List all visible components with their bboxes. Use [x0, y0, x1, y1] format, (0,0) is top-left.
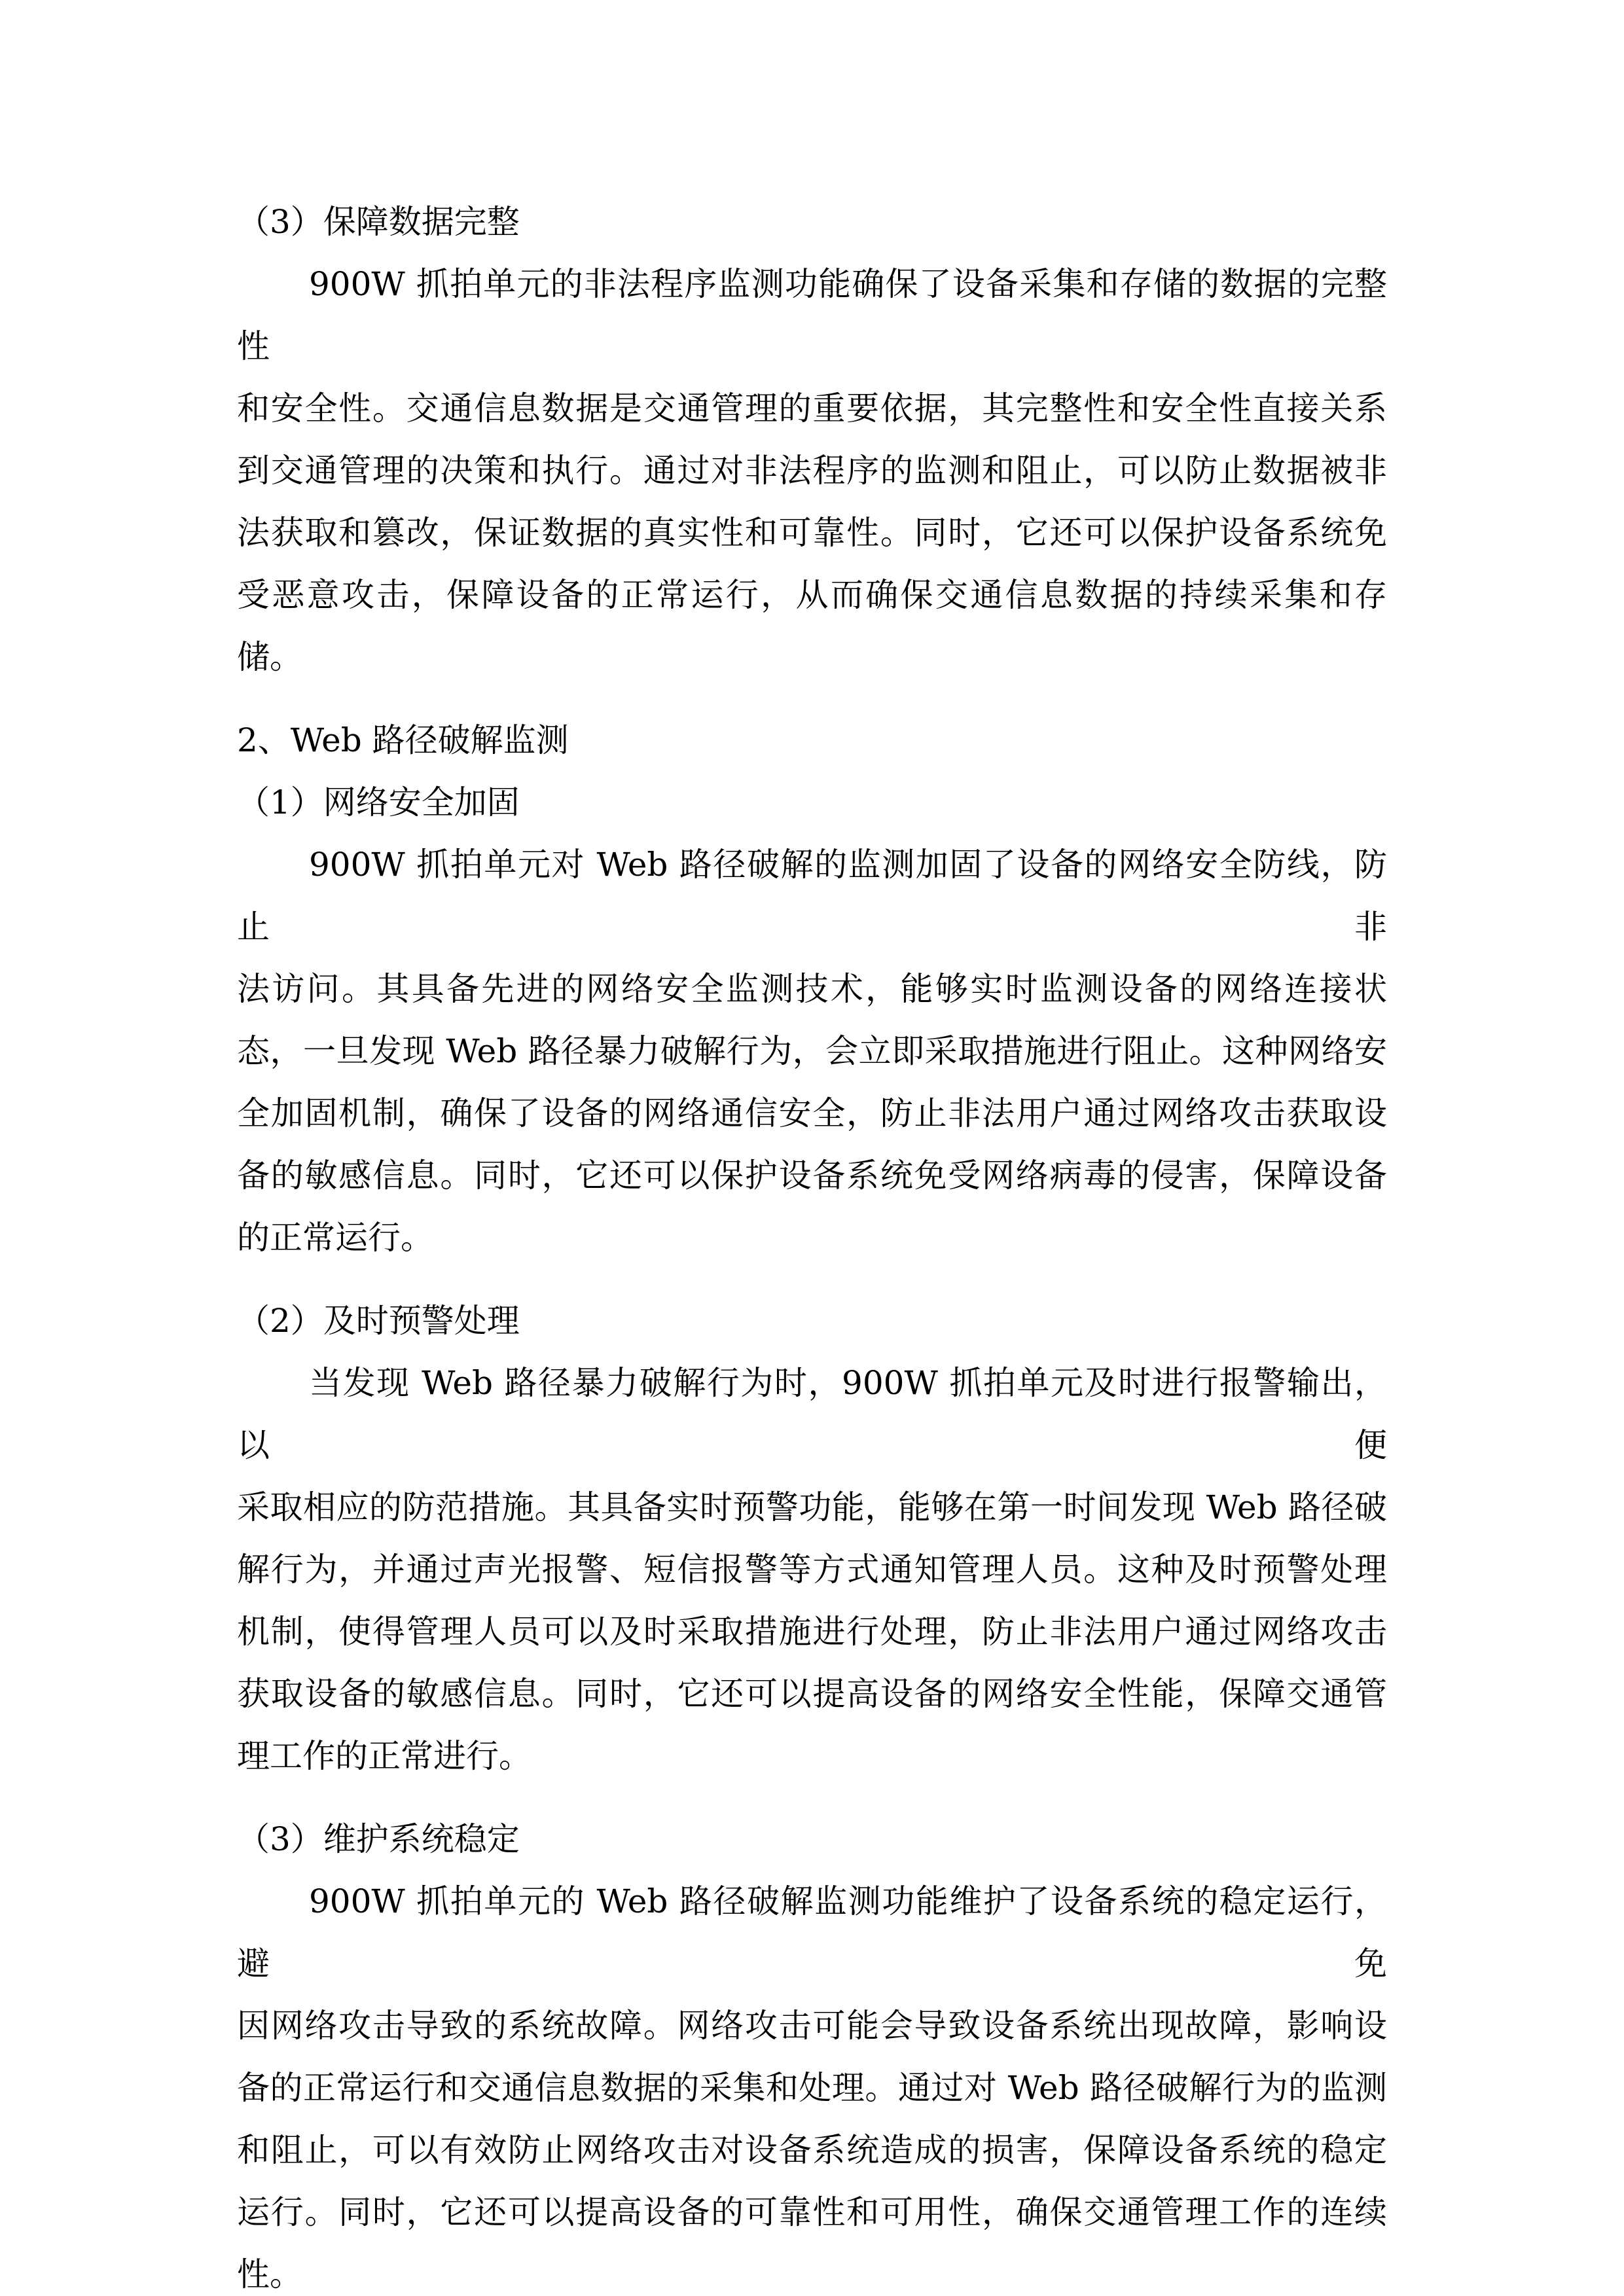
- text-line: 受恶意攻击，保障设备的正常运行，从而确保交通信息数据的持续采集和存: [237, 576, 1387, 614]
- text-line: 900W 抓拍单元的 Web 路径破解监测功能维护了设备系统的稳定运行，避免: [237, 1882, 1387, 1982]
- text-line: 态，一旦发现 Web 路径暴力破解行为，会立即采取措施进行阻止。这种网络安: [237, 1032, 1387, 1070]
- heading-line: （3）保障数据完整: [237, 203, 520, 241]
- text-line: 采取相应的防范措施。其具备实时预警功能，能够在第一时间发现 Web 路径破: [237, 1488, 1387, 1526]
- heading-line: （1）网络安全加固: [237, 783, 520, 821]
- text-line: 解行为，并通过声光报警、短信报警等方式通知管理人员。这种及时预警处理: [237, 1551, 1387, 1588]
- text-line: 机制，使得管理人员可以及时采取措施进行处理，防止非法用户通过网络攻击: [237, 1613, 1387, 1651]
- text-line: 理工作的正常进行。: [237, 1737, 532, 1775]
- document-content: [237, 191, 1387, 2296]
- text-line: 全加固机制，确保了设备的网络通信安全，防止非法用户通过网络攻击获取设: [237, 1094, 1387, 1132]
- text-line: 备的正常运行和交通信息数据的采集和处理。通过对 Web 路径破解行为的监测: [237, 2069, 1387, 2107]
- heading-line: 2、Web 路径破解监测: [237, 721, 569, 759]
- text-line: 当发现 Web 路径暴力破解行为时，900W 抓拍单元及时进行报警输出，以便: [237, 1364, 1387, 1464]
- text-line: 性。: [237, 2255, 302, 2293]
- text-line: 和阻止，可以有效防止网络攻击对设备系统造成的损害，保障设备系统的稳定: [237, 2131, 1387, 2169]
- text-line: 法获取和篡改，保证数据的真实性和可靠性。同时，它还可以保护设备系统免: [237, 514, 1387, 552]
- heading-line: （2）及时预警处理: [237, 1302, 520, 1340]
- text-line: 法访问。其具备先进的网络安全监测技术，能够实时监测设备的网络连接状: [237, 970, 1387, 1008]
- text-line: 900W 抓拍单元的非法程序监测功能确保了设备采集和存储的数据的完整性: [237, 265, 1387, 365]
- text-line: 备的敏感信息。同时，它还可以保护设备系统免受网络病毒的侵害，保障设备: [237, 1157, 1387, 1194]
- heading-line: （3）维护系统稳定: [237, 1820, 520, 1858]
- text-line: 运行。同时，它还可以提高设备的可靠性和可用性，确保交通管理工作的连续: [237, 2193, 1387, 2231]
- text-line: 到交通管理的决策和执行。通过对非法程序的监测和阻止，可以防止数据被非: [237, 452, 1387, 490]
- text-line: 储。: [237, 638, 302, 676]
- text-line: 和安全性。交通信息数据是交通管理的重要依据，其完整性和安全性直接关系: [237, 389, 1387, 427]
- text-line: 的正常运行。: [237, 1219, 433, 1257]
- text-line: 900W 抓拍单元对 Web 路径破解的监测加固了设备的网络安全防线，防止非: [237, 846, 1387, 946]
- text-line: 获取设备的敏感信息。同时，它还可以提高设备的网络安全性能，保障交通管: [237, 1675, 1387, 1713]
- text-line: 因网络攻击导致的系统故障。网络攻击可能会导致设备系统出现故障，影响设: [237, 2007, 1387, 2045]
